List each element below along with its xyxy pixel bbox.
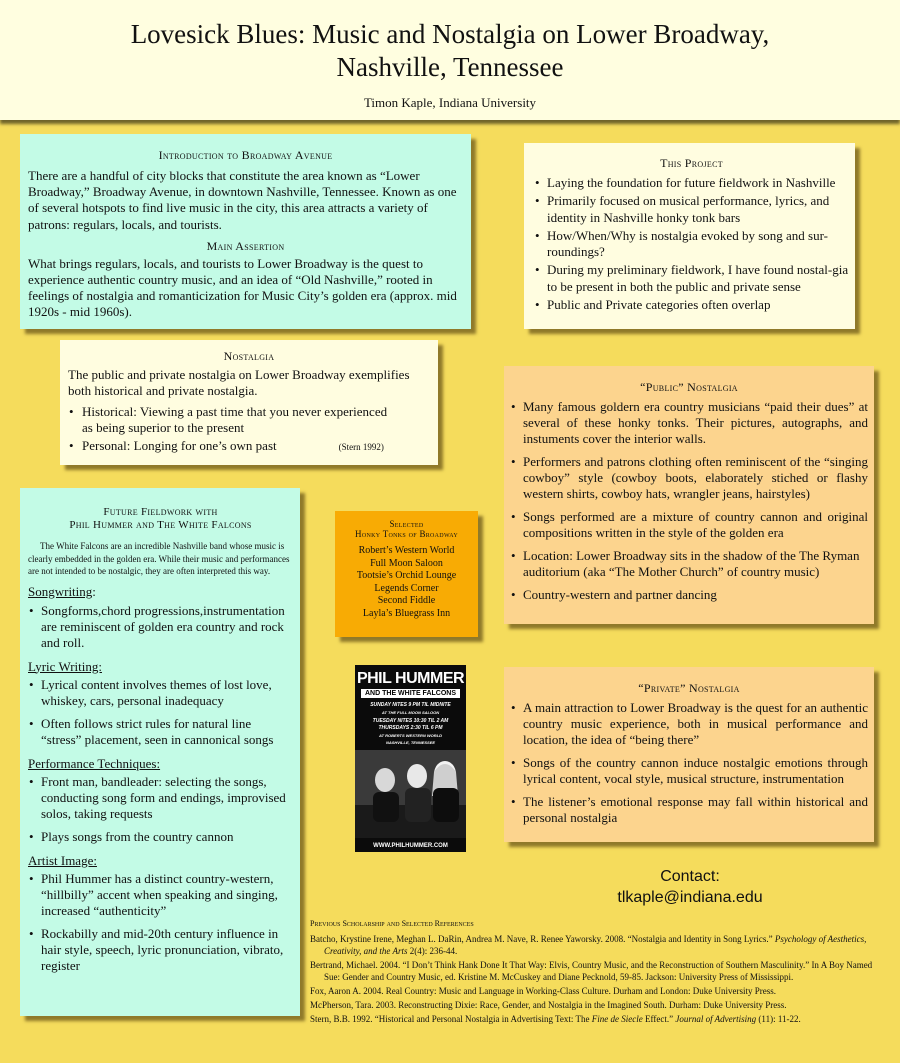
author-line: Timon Kaple, Indiana University: [363, 95, 537, 110]
band-photo: [355, 750, 466, 838]
list-item: • The listener’s emotional response may fall within historical and personal nostalgia: [510, 794, 868, 826]
list-item: • Songs performed are a mixture of country cannon and original compositions written in the style of the golden era: [510, 509, 868, 541]
personal-text: Personal: Longing for one’s own past: [82, 438, 277, 453]
reference-journal: Psychology of Aesthetics, Creativity, and the Arts: [324, 934, 867, 956]
list-item: • Lyrical content involves themes of lost love, whiskey, cars, personal inadequacy: [28, 677, 293, 709]
image-list: [28, 871, 293, 974]
reference-text: Batcho, Krystine Irene, Meghan L. DaRin, Andrea M. Nave, R. Renee Yaworsky. 2008. “Nostalgia and Identity in Song Lyrics.”: [310, 934, 775, 944]
tonks-heading-1: Selected: [389, 519, 424, 529]
poster-header: [0, 0, 900, 120]
reference-journal: Journal of Advertising: [675, 1014, 757, 1024]
songwriting-colon: :: [92, 583, 96, 599]
songwriting-section: [28, 584, 293, 600]
contact-label: Contact:: [660, 868, 720, 885]
reference-item: [310, 1013, 890, 1025]
assertion-text: What brings regulars, locals, and tourists to Lower Broadway is the quest to experience authentic country music, and an idea of “Old Nashville,” rooted in feelings of nostalgia and romanticization for Music City’s golden era (approx. mid 1920s - mid 1960s).: [28, 255, 457, 320]
poster-schedule: [355, 702, 466, 746]
reference-text: 2(4): 236-44.: [407, 946, 458, 956]
poster-line: TUESDAY NITES 10:30 TIL 2 AM: [372, 718, 449, 724]
list-item: • Plays songs from the country cannon: [28, 829, 293, 845]
nostalgia-heading: Nostalgia: [223, 349, 275, 363]
private-list: [510, 700, 868, 826]
reference-italic: Fine de Siecle: [591, 1014, 643, 1024]
tonks-heading-2: Honky Tonks of Broadway: [355, 529, 458, 539]
contact-block: [560, 866, 820, 908]
list-item: • Country-western and partner dancing: [510, 587, 868, 603]
image-label: Artist Image:: [28, 852, 97, 868]
list-item: Legends Corner: [374, 582, 439, 594]
citation: (Stern 1992): [338, 442, 384, 452]
poster-line: THURSDAYS 2:30 TIL 6 PM: [378, 725, 443, 731]
public-panel: [504, 366, 874, 624]
songwriting-label: Songwriting: [28, 583, 93, 599]
lyric-list: [28, 677, 293, 748]
references-section: [310, 918, 890, 1025]
future-heading-1: Future Fieldwork with: [103, 506, 218, 518]
list-item: Second Fiddle: [377, 595, 436, 607]
intro-panel: [20, 134, 471, 329]
list-item: • Location: Lower Broadway sits in the shadow of the The Ryman auditorium (aka “The Mother Church” of country music): [510, 548, 868, 580]
intro-text: There are a handful of city blocks that constitute the area known as “Lower Broadway,” Broadway Avenue, in downtown Nashville, Tennessee. Known as one of several hotspots to find live music in the city, this area attracts a variety of patrons: regulars, locals, and tourists.: [28, 168, 457, 232]
references-heading: Previous Scholarship and Selected References: [310, 919, 474, 928]
intro-heading: Introduction to Broadway Avenue: [158, 148, 333, 162]
reference-item: [310, 933, 890, 957]
tonks-list: [337, 545, 476, 621]
performance-list: [28, 774, 293, 845]
band-poster-image: [355, 665, 466, 852]
list-item: [68, 404, 430, 436]
future-panel: [20, 488, 300, 1016]
list-item: • Songs of the country cannon induce nostalgic emotions through lyrical content, vocal style, musical structure, instrumentation: [510, 755, 868, 787]
project-heading: This Project: [660, 156, 723, 170]
list-item: • How/When/Why is nostalgia evoked by song and sur-roundings?: [534, 228, 849, 261]
project-list: [534, 175, 849, 313]
list-item: • Often follows strict rules for natural line “stress” placement, seen in cannonical songs: [28, 716, 293, 748]
list-item: • A main attraction to Lower Broadway is the quest for an authentic country music experience, both in musical performance and location, the idea of “being there”: [510, 700, 868, 748]
historical-text: Historical: Viewing a past time that you never experienced as being superior to the present: [82, 404, 388, 435]
reference-item: McPherson, Tara. 2003. Reconstructing Dixie: Race, Gender, and Nostalgia in the Imagined South. Durham: Duke University Press.: [310, 1000, 787, 1010]
list-item: Layla’s Bluegrass Inn: [362, 607, 451, 619]
poster-line: SUNDAY NITES 9 PM TIL MIDNITE: [370, 702, 451, 708]
future-heading-2: Phil Hummer and The White Falcons: [69, 519, 252, 531]
public-heading: “Public” Nostalgia: [640, 380, 738, 394]
honky-tonks-panel: [335, 511, 478, 637]
list-item: • Public and Private categories often overlap: [534, 297, 849, 313]
poster-band: AND THE WHITE FALCONS: [361, 689, 460, 698]
public-list: [510, 399, 868, 603]
list-item: Full Moon Saloon: [370, 557, 443, 569]
lyric-label: Lyric Writing:: [28, 658, 102, 674]
title-line-2: Nashville, Tennessee: [336, 52, 564, 82]
list-item: [68, 438, 430, 455]
poster-url: WWW.PHILHUMMER.COM: [373, 843, 448, 849]
list-item: • Laying the foundation for future fieldwork in Nashville: [534, 175, 849, 191]
list-item: • Primarily focused on musical performance, lyrics, and identity in Nashville honky tonk bars: [534, 193, 849, 226]
reference-item: Bertrand, Michael. 2004. “I Don’t Think Hank Done It That Way: Elvis, Country Music, and the Reconstruction of Southern Masculinity.” In A Boy Named Sue: Gender and Country Music, ed. Kristine M. McCuskey and Diane Pecknold, 59-85. Jackson: University Press of Mississippi.: [310, 960, 873, 982]
performance-label: Performance Techniques:: [28, 755, 161, 771]
project-panel: [524, 143, 855, 329]
list-item: • Front man, bandleader: selecting the songs, conducting song form and endings, improvised solos, taking requests: [28, 774, 293, 822]
poster-line: AT ROBERTS WESTERN WORLD: [379, 733, 442, 738]
list-item: • Performers and patrons clothing often reminiscent of the “singing cowboy” style (cowboy boots, elaborately stiched or flashy western shirts, cowboy hats, wrangler jeans, hairstyles): [510, 454, 868, 502]
private-heading: “Private” Nostalgia: [638, 681, 740, 695]
reference-text: Stern, B.B. 1992. “Historical and Personal Nostalgia in Advertising Text: The: [310, 1014, 592, 1024]
title-line-1: Lovesick Blues: Music and Nostalgia on Lower Broadway,: [130, 19, 770, 49]
contact-email[interactable]: tlkaple@indiana.edu: [617, 889, 763, 906]
nostalgia-list: [68, 404, 430, 455]
list-item: • Phil Hummer has a distinct country-western, “hillbilly” accent when speaking and singing, increased “authenticity”: [28, 871, 293, 919]
assertion-heading: Main Assertion: [206, 238, 285, 253]
nostalgia-panel: [60, 340, 438, 465]
reference-text: Effect.”: [642, 1014, 676, 1024]
list-item: • Rockabilly and mid-20th century influence in hair style, speech, lyric pronunciation, vibrato, register: [28, 926, 293, 974]
poster-title: [0, 18, 900, 84]
poster-line: NASHVILLE, TENNESSEE: [385, 740, 436, 745]
list-item: Robert’s Western World: [358, 545, 455, 556]
list-item: • During my preliminary fieldwork, I have found nostal-gia to be present in both the public and private sense: [534, 262, 849, 295]
future-intro: The White Falcons are an incredible Nashville band whose music is clearly embedded in the golden era. While their music and performances are not intended to be nostalgic, they are often interpreted this way.: [28, 541, 290, 576]
private-panel: [504, 667, 874, 842]
list-item: Tootsie’s Orchid Lounge: [356, 570, 457, 582]
list-item: • Songforms,chord progressions,instrumentation are reminiscent of golden era country and rock and roll.: [28, 603, 293, 651]
list-item: • Many famous goldern era country musicians “paid their dues” at several of these honky tonks. Their pictures, autographs, and instuments cover the interior walls.: [510, 399, 868, 447]
songwriting-list: [28, 603, 293, 651]
poster-name: PHIL HUMMER: [356, 670, 465, 687]
reference-item: Fox, Aaron A. 2004. Real Country: Music and Language in Working-Class Culture. Durham and London: Duke University Press.: [310, 986, 777, 996]
poster-line: AT THE FULL MOON SALOON: [381, 710, 440, 715]
nostalgia-text: The public and private nostalgia on Lower Broadway exemplifies both historical and private nostalgia.: [68, 367, 410, 398]
reference-text: (11): 11-22.: [756, 1014, 801, 1024]
